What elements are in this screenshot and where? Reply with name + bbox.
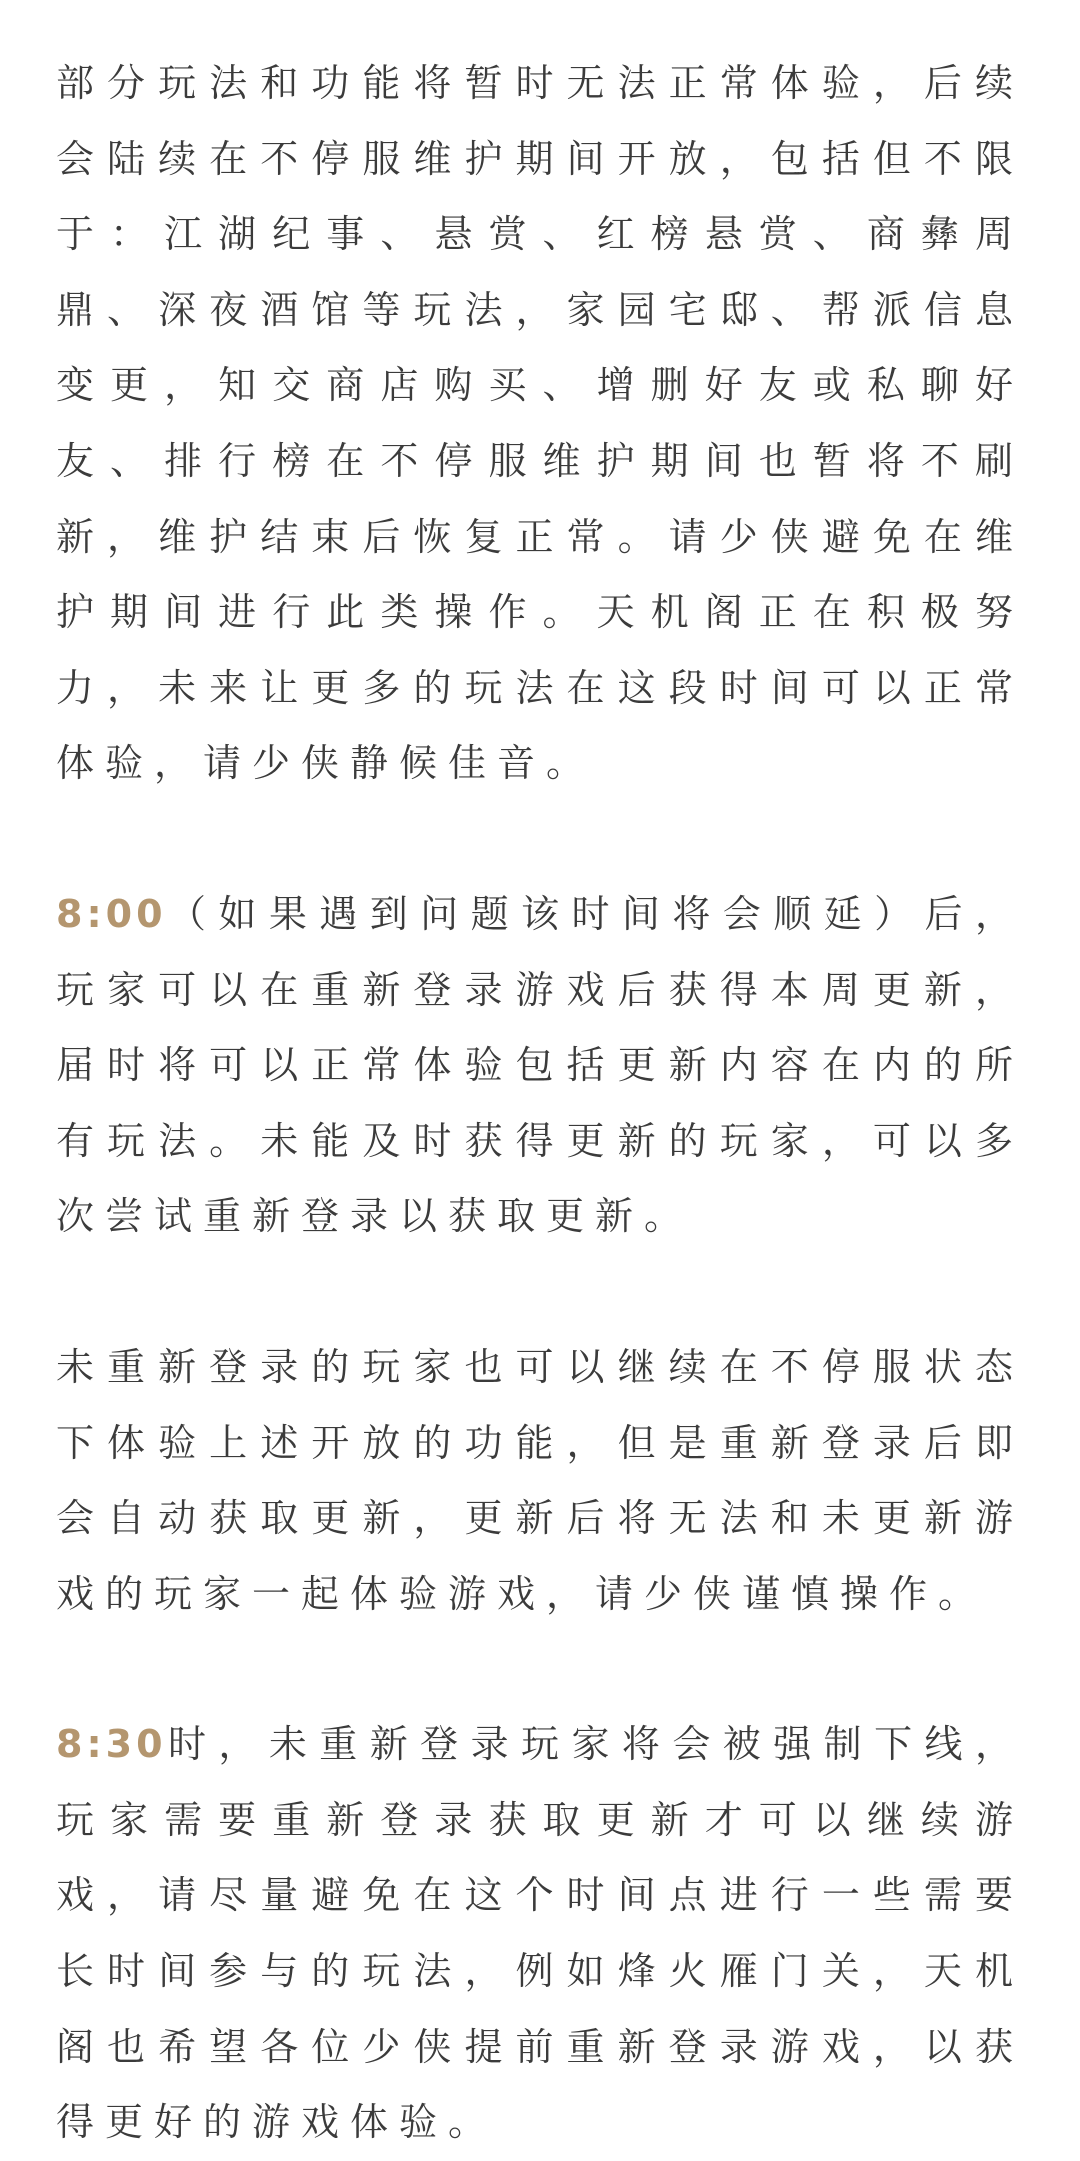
paragraph-forced-logout-830 [56,1707,1024,2161]
time-highlight: 8:30 [56,1722,167,1767]
paragraph-text: （如果遇到问题该时间将会顺延）后，玩家可以在重新登录游戏后获得本周更新，届时将可以正常体验包括更新内容在内的所有玩法。未能及时获得更新的玩家，可以多次尝试重新登录以获取更新。 [56,891,1024,1239]
paragraph-text: 未重新登录的玩家也可以继续在不停服状态下体验上述开放的功能，但是重新登录后即会自动获取更新，更新后将无法和未更新游戏的玩家一起体验游戏，请少侠谨慎操作。 [56,1344,1024,1616]
paragraph-feature-limitations [56,46,1024,802]
announcement-article [56,46,1024,2161]
time-highlight: 8:00 [56,891,167,936]
paragraph-text: 时，未重新登录玩家将会被强制下线，玩家需要重新登录获取更新才可以继续游戏，请尽量避免在这个时间点进行一些需要长时间参与的玩法，例如烽火雁门关，天机阁也希望各位少侠提前重新登录游戏，以获得更好的游戏体验。 [56,1722,1024,2145]
paragraph-update-800 [56,877,1024,1255]
paragraph-text: 部分玩法和功能将暂时无法正常体验，后续会陆续在不停服维护期间开放，包括但不限于：江湖纪事、悬赏、红榜悬赏、商彝周鼎、深夜酒馆等玩法，家园宅邸、帮派信息变更，知交商店购买、增删好友或私聊好友、排行榜在不停服维护期间也暂将不刷新，维护结束后恢复正常。请少侠避免在维护期间进行此类操作。天机阁正在积极努力，未来让更多的玩法在这段时间可以正常体验，请少侠静候佳音。 [56,61,1024,786]
paragraph-no-relogin-note [56,1330,1024,1632]
